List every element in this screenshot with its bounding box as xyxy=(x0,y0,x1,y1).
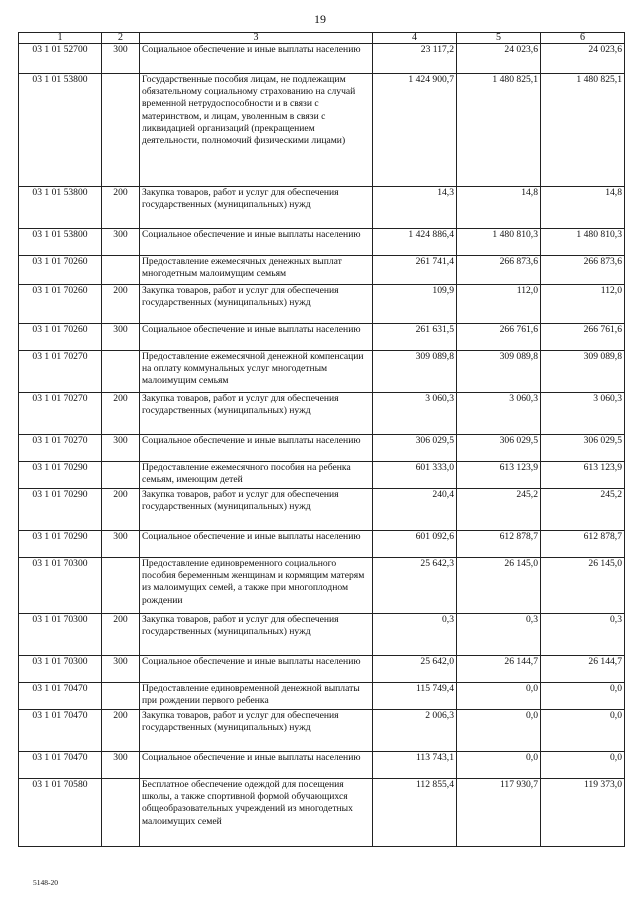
amount-col4-cell: 2 006,3 xyxy=(373,710,457,752)
table-row xyxy=(19,656,625,683)
amount-col5-cell: 117 930,7 xyxy=(457,779,541,847)
target-code-cell: 03 1 01 70270 xyxy=(19,351,102,393)
target-code-cell: 03 1 01 70300 xyxy=(19,558,102,614)
target-code-cell: 03 1 01 52700 xyxy=(19,44,102,74)
description-cell: Предоставление единовременного социального пособия беременным женщинам и кормящим матерям из малоимущих семей, а также при многоплодном рождении xyxy=(140,558,373,614)
expense-type-cell: 300 xyxy=(102,229,140,256)
description-cell: Закупка товаров, работ и услуг для обеспечения государственных (муниципальных) нужд xyxy=(140,614,373,656)
table-row xyxy=(19,435,625,462)
amount-col4-cell: 109,9 xyxy=(373,285,457,324)
amount-col4-cell: 306 029,5 xyxy=(373,435,457,462)
amount-col4-cell: 0,3 xyxy=(373,614,457,656)
column-number: 1 xyxy=(19,33,102,44)
amount-col4-cell: 261 631,5 xyxy=(373,324,457,351)
column-number: 5 xyxy=(457,33,541,44)
description-cell: Социальное обеспечение и иные выплаты населению xyxy=(140,324,373,351)
amount-col5-cell: 266 873,6 xyxy=(457,256,541,285)
amount-col5-cell: 26 144,7 xyxy=(457,656,541,683)
amount-col4-cell: 261 741,4 xyxy=(373,256,457,285)
column-number: 4 xyxy=(373,33,457,44)
amount-col6-cell: 309 089,8 xyxy=(541,351,625,393)
expense-type-cell: 300 xyxy=(102,44,140,74)
target-code-cell: 03 1 01 70300 xyxy=(19,656,102,683)
target-code-cell: 03 1 01 70470 xyxy=(19,710,102,752)
amount-col5-cell: 245,2 xyxy=(457,489,541,531)
expense-type-cell: 200 xyxy=(102,187,140,229)
description-cell: Бесплатное обеспечение одеждой для посещения школы, а также спортивной формой обучающихся общеобразовательных учреждений из многодетных малоимущих семей xyxy=(140,779,373,847)
amount-col6-cell: 26 145,0 xyxy=(541,558,625,614)
amount-col4-cell: 23 117,2 xyxy=(373,44,457,74)
table-row xyxy=(19,558,625,614)
target-code-cell: 03 1 01 70260 xyxy=(19,324,102,351)
amount-col6-cell: 266 873,6 xyxy=(541,256,625,285)
target-code-cell: 03 1 01 70270 xyxy=(19,393,102,435)
page-number: 19 xyxy=(314,12,326,26)
table-row xyxy=(19,489,625,531)
table-row xyxy=(19,614,625,656)
expense-type-cell: 200 xyxy=(102,285,140,324)
amount-col5-cell: 266 761,6 xyxy=(457,324,541,351)
target-code-cell: 03 1 01 70270 xyxy=(19,435,102,462)
expense-type-cell: 300 xyxy=(102,752,140,779)
description-cell: Закупка товаров, работ и услуг для обеспечения государственных (муниципальных) нужд xyxy=(140,393,373,435)
expense-type-cell xyxy=(102,256,140,285)
target-code-cell: 03 1 01 70470 xyxy=(19,752,102,779)
description-cell: Предоставление ежемесячного пособия на ребенка семьям, имеющим детей xyxy=(140,462,373,489)
description-cell: Предоставление единовременной денежной выплаты при рождении первого ребенка xyxy=(140,683,373,710)
amount-col4-cell: 309 089,8 xyxy=(373,351,457,393)
table-row xyxy=(19,324,625,351)
amount-col5-cell: 306 029,5 xyxy=(457,435,541,462)
amount-col4-cell: 112 855,4 xyxy=(373,779,457,847)
table-row xyxy=(19,683,625,710)
amount-col6-cell: 0,0 xyxy=(541,752,625,779)
description-cell: Предоставление ежемесячной денежной компенсации на оплату коммунальных услуг многодетным малоимущим семьям xyxy=(140,351,373,393)
amount-col6-cell: 119 373,0 xyxy=(541,779,625,847)
table-row xyxy=(19,531,625,558)
description-cell: Закупка товаров, работ и услуг для обеспечения государственных (муниципальных) нужд xyxy=(140,285,373,324)
amount-col6-cell: 112,0 xyxy=(541,285,625,324)
amount-col5-cell: 309 089,8 xyxy=(457,351,541,393)
expense-type-cell xyxy=(102,351,140,393)
table-row xyxy=(19,44,625,74)
amount-col6-cell: 0,0 xyxy=(541,683,625,710)
amount-col5-cell: 0,0 xyxy=(457,710,541,752)
target-code-cell: 03 1 01 70290 xyxy=(19,489,102,531)
expense-type-cell: 300 xyxy=(102,531,140,558)
description-cell: Социальное обеспечение и иные выплаты населению xyxy=(140,435,373,462)
amount-col6-cell: 1 480 825,1 xyxy=(541,74,625,187)
target-code-cell: 03 1 01 53800 xyxy=(19,74,102,187)
amount-col6-cell: 3 060,3 xyxy=(541,393,625,435)
amount-col5-cell: 0,0 xyxy=(457,752,541,779)
amount-col4-cell: 601 092,6 xyxy=(373,531,457,558)
expense-type-cell: 200 xyxy=(102,710,140,752)
target-code-cell: 03 1 01 53800 xyxy=(19,229,102,256)
target-code-cell: 03 1 01 70290 xyxy=(19,531,102,558)
table-row xyxy=(19,351,625,393)
table-row xyxy=(19,187,625,229)
amount-col5-cell: 26 145,0 xyxy=(457,558,541,614)
expense-type-cell: 300 xyxy=(102,656,140,683)
amount-col4-cell: 25 642,3 xyxy=(373,558,457,614)
footer-document-code: 5148-20 xyxy=(33,878,58,887)
table-row xyxy=(19,256,625,285)
amount-col6-cell: 26 144,7 xyxy=(541,656,625,683)
amount-col6-cell: 613 123,9 xyxy=(541,462,625,489)
amount-col4-cell: 1 424 886,4 xyxy=(373,229,457,256)
column-number-row xyxy=(19,33,625,44)
amount-col6-cell: 24 023,6 xyxy=(541,44,625,74)
amount-col5-cell: 612 878,7 xyxy=(457,531,541,558)
amount-col6-cell: 266 761,6 xyxy=(541,324,625,351)
table-row xyxy=(19,74,625,187)
description-cell: Закупка товаров, работ и услуг для обеспечения государственных (муниципальных) нужд xyxy=(140,489,373,531)
expense-type-cell xyxy=(102,779,140,847)
amount-col4-cell: 25 642,0 xyxy=(373,656,457,683)
table-row xyxy=(19,462,625,489)
target-code-cell: 03 1 01 70290 xyxy=(19,462,102,489)
amount-col6-cell: 612 878,7 xyxy=(541,531,625,558)
description-cell: Социальное обеспечение и иные выплаты населению xyxy=(140,752,373,779)
column-number: 2 xyxy=(102,33,140,44)
amount-col4-cell: 1 424 900,7 xyxy=(373,74,457,187)
description-cell: Социальное обеспечение и иные выплаты населению xyxy=(140,229,373,256)
table-body xyxy=(19,44,625,847)
table-row xyxy=(19,710,625,752)
amount-col4-cell: 14,3 xyxy=(373,187,457,229)
table-row xyxy=(19,229,625,256)
amount-col6-cell: 0,3 xyxy=(541,614,625,656)
expense-type-cell: 200 xyxy=(102,393,140,435)
expense-type-cell xyxy=(102,683,140,710)
description-cell: Предоставление ежемесячных денежных выплат многодетным малоимущим семьям xyxy=(140,256,373,285)
target-code-cell: 03 1 01 70260 xyxy=(19,285,102,324)
amount-col5-cell: 1 480 810,3 xyxy=(457,229,541,256)
target-code-cell: 03 1 01 70300 xyxy=(19,614,102,656)
target-code-cell: 03 1 01 53800 xyxy=(19,187,102,229)
amount-col6-cell: 1 480 810,3 xyxy=(541,229,625,256)
expense-type-cell xyxy=(102,74,140,187)
amount-col5-cell: 112,0 xyxy=(457,285,541,324)
amount-col4-cell: 601 333,0 xyxy=(373,462,457,489)
expense-type-cell: 300 xyxy=(102,324,140,351)
target-code-cell: 03 1 01 70470 xyxy=(19,683,102,710)
amount-col4-cell: 3 060,3 xyxy=(373,393,457,435)
amount-col5-cell: 1 480 825,1 xyxy=(457,74,541,187)
amount-col4-cell: 113 743,1 xyxy=(373,752,457,779)
amount-col6-cell: 245,2 xyxy=(541,489,625,531)
description-cell: Социальное обеспечение и иные выплаты населению xyxy=(140,44,373,74)
expense-type-cell: 300 xyxy=(102,435,140,462)
amount-col4-cell: 115 749,4 xyxy=(373,683,457,710)
description-cell: Государственные пособия лицам, не подлежащим обязательному социальному страхованию на случай временной нетрудоспособности и в связи с материнством, и лицам, уволенным в связи с ликвидацией организаций (прекращением деятельности, полномочий физическими лицами) xyxy=(140,74,373,187)
amount-col5-cell: 24 023,6 xyxy=(457,44,541,74)
description-cell: Социальное обеспечение и иные выплаты населению xyxy=(140,531,373,558)
expense-type-cell: 200 xyxy=(102,489,140,531)
amount-col5-cell: 613 123,9 xyxy=(457,462,541,489)
expense-type-cell xyxy=(102,462,140,489)
table-row xyxy=(19,752,625,779)
amount-col6-cell: 306 029,5 xyxy=(541,435,625,462)
amount-col5-cell: 14,8 xyxy=(457,187,541,229)
column-number: 3 xyxy=(140,33,373,44)
description-cell: Закупка товаров, работ и услуг для обеспечения государственных (муниципальных) нужд xyxy=(140,187,373,229)
table-row xyxy=(19,285,625,324)
amount-col5-cell: 0,3 xyxy=(457,614,541,656)
amount-col5-cell: 3 060,3 xyxy=(457,393,541,435)
amount-col5-cell: 0,0 xyxy=(457,683,541,710)
table-row xyxy=(19,779,625,847)
column-number: 6 xyxy=(541,33,625,44)
table-row xyxy=(19,393,625,435)
amount-col6-cell: 0,0 xyxy=(541,710,625,752)
budget-table xyxy=(18,32,625,847)
expense-type-cell xyxy=(102,558,140,614)
amount-col4-cell: 240,4 xyxy=(373,489,457,531)
description-cell: Закупка товаров, работ и услуг для обеспечения государственных (муниципальных) нужд xyxy=(140,710,373,752)
description-cell: Социальное обеспечение и иные выплаты населению xyxy=(140,656,373,683)
expense-type-cell: 200 xyxy=(102,614,140,656)
amount-col6-cell: 14,8 xyxy=(541,187,625,229)
target-code-cell: 03 1 01 70580 xyxy=(19,779,102,847)
target-code-cell: 03 1 01 70260 xyxy=(19,256,102,285)
